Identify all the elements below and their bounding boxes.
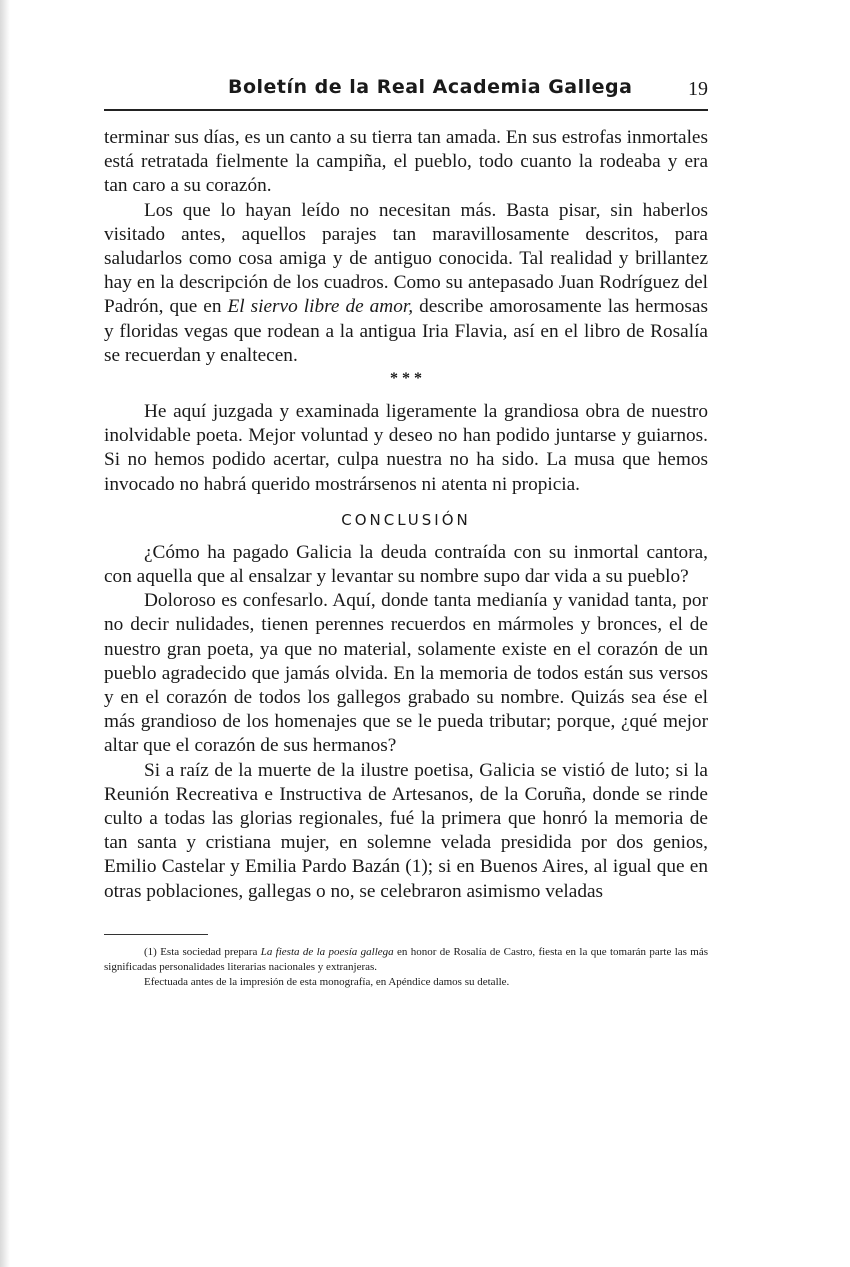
page-header — [104, 76, 708, 112]
footnote-text: Esta sociedad prepara — [160, 945, 261, 958]
paragraph-continued: terminar sus días, es un canto a su tierra tan amada. En sus estrofas inmortales está retratada fielmente la campiña, el pueblo, todo cuanto la rodeaba y era tan caro a su corazón. — [104, 127, 708, 197]
footnote-marker: (1) — [144, 945, 157, 958]
page-number: 19 — [688, 78, 708, 100]
paragraph: He aquí juzgada y examinada ligeramente la grandiosa obra de nuestro inolvidable poeta. Mejor voluntad y deseo no han podido juntarse y guiarnos. Si no hemos podido acertar, culpa nuestra no ha sido. La musa que hemos invocado no habrá querido mostrársenos ni atenta ni propicia. — [104, 401, 708, 495]
scan-edge-shadow — [0, 0, 10, 1267]
footnote-work-title: La fiesta de la poesía gallega — [260, 945, 394, 958]
paragraph-text: describe amorosamente las hermosas y floridas vegas que rodean a la antigua Iria Flavia, así en el libro de Rosalía se recuerdan y enaltecen. — [104, 296, 708, 366]
running-title: Boletín de la Real Academia Gallega — [228, 76, 633, 98]
paragraph — [104, 199, 708, 368]
footnote — [104, 945, 708, 975]
footnote-text: en honor de Rosalía de Castro, fiesta en la que tomarán parte las más significadas personalidades literarias nacionales y extranjeras. — [104, 945, 709, 973]
section-heading: CONCLUSIÓN — [341, 510, 471, 529]
footnote-note: Efectuada antes de la impresión de esta monografía, en Apéndice damos su detalle. — [144, 975, 510, 988]
paragraph: Doloroso es confesarlo. Aquí, donde tanta medianía y vanidad tanta, por no decir nulidades, tienen perennes recuerdos en mármoles y bronces, el de nuestro gran poeta, ya que no material, solamente existe en el corazón de un pueblo agradecido que jamás olvida. En la memoria de todos están sus versos y en el corazón de todos los gallegos grabado su nombre. Quizás sea ése el más grandioso de los homenajes que se le pueda tributar; porque, ¿qué mejor altar que el corazón de sus hermanos? — [104, 590, 708, 757]
body-text — [104, 126, 708, 990]
paragraph: ¿Cómo ha pagado Galicia la deuda contraída con su inmortal cantora, con aquella que al ensalzar y levantar su nombre supo dar vida a su pueblo? — [104, 541, 708, 588]
section-separator: * * * — [390, 370, 422, 388]
work-title: El siervo libre de amor, — [227, 296, 414, 318]
footnote-rule — [104, 934, 208, 935]
header-rule — [104, 109, 708, 111]
paragraph-text: Los que lo hayan leído no necesitan más. Basta pisar, sin haberlos visitado antes, aquellos parajes tan maravillosamente descritos, para saludarlos como cosa amiga y de antiguo conocida. Tal realidad y brillantez hay en la descripción de los cuadros. Como su antepasado Juan Rodríguez del Padrón, que en — [104, 199, 708, 318]
paragraph: Si a raíz de la muerte de la ilustre poetisa, Galicia se vistió de luto; si la Reunión Recreativa e Instructiva de Artesanos, de la Coruña, donde se rinde culto a todas las glorias regionales, fué la primera que honró la memoria de tan santa y cristiana mujer, en solemne velada presidida por dos genios, Emilio Castelar y Emilia Pardo Bazán (1); si en Buenos Aires, al igual que en otras poblaciones, gallegas o no, se celebraron asimismo veladas — [104, 759, 708, 902]
